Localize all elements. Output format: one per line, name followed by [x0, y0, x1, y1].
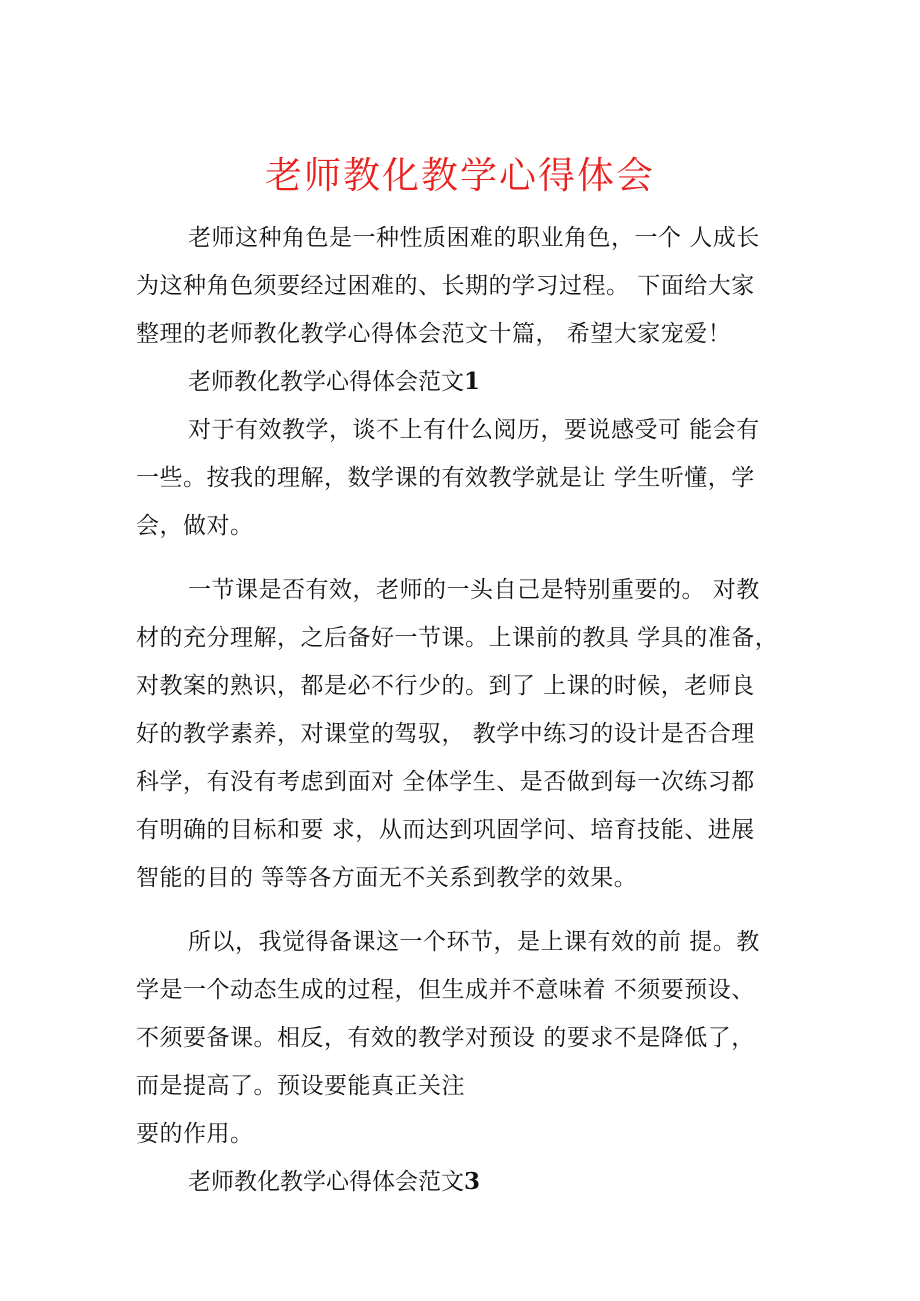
intro-line-1: 老师这种角色是一种性质困难的职业角色，一个 人成长: [188, 225, 760, 251]
para1-line-1: 对于有效教学，谈不上有什么阅历，要说感受可 能会有: [188, 417, 760, 443]
para2-line-4: 好的教学素养，对课堂的驾驭， 教学中练习的设计是否合理: [136, 721, 755, 747]
para2-line-1: 一节课是否有效，老师的一头自己是特别重要的。 对教: [188, 577, 760, 603]
section-heading-1-number: 1: [464, 368, 481, 395]
section-heading-3-number: 3: [464, 1168, 481, 1195]
para2-line-6: 有明确的目标和要 求，从而达到巩固学问、培育技能、进展: [136, 817, 755, 843]
para4-line-1: 要的作用。: [136, 1121, 254, 1147]
para2-line-5: 科学，有没有考虑到面对 全体学生、是否做到每一次练习都: [136, 769, 755, 795]
document-body: [136, 214, 796, 1206]
paragraph-gap: [136, 902, 796, 918]
intro-line-2: 为这种角色须要经过困难的、长期的学习过程。 下面给大家: [136, 273, 755, 299]
para1-line-3: 会，做对。: [136, 513, 254, 539]
intro-line-3: 整理的老师教化教学心得体会范文十篇， 希望大家宠爱！: [136, 321, 732, 347]
para3-line-3: 不须要备课。相反，有效的教学对预设 的要求不是降低了，: [136, 1025, 755, 1051]
para2-line-7: 智能的目的 等等各方面无不关系到教学的效果。: [136, 865, 638, 891]
para3-line-1: 所以，我觉得备课这一个环节，是上课有效的前 提。教: [188, 929, 760, 955]
paragraph-gap: [136, 550, 796, 566]
document-title: 老师教化教学心得体会: [265, 154, 655, 197]
para3-line-2: 学是一个动态生成的过程，但生成并不意味着 不须要预设、: [136, 977, 755, 1003]
para2-line-2: 材的充分理解，之后备好一节课。上课前的教具 学具的准备，: [136, 625, 779, 651]
section-heading-1: [136, 358, 796, 406]
section-heading-3: [136, 1158, 796, 1206]
section-heading-3-text: 老师教化教学心得体会范文: [188, 1169, 464, 1195]
section-heading-1-text: 老师教化教学心得体会范文: [188, 369, 464, 395]
para1-line-2: 一些。按我的理解，数学课的有效教学就是让 学生听懂，学: [136, 465, 755, 491]
para3-line-4: 而是提高了。预设要能真正关注: [136, 1073, 465, 1099]
para2-line-3: 对教案的熟识，都是必不行少的。到了 上课的时候，老师良: [136, 673, 755, 699]
